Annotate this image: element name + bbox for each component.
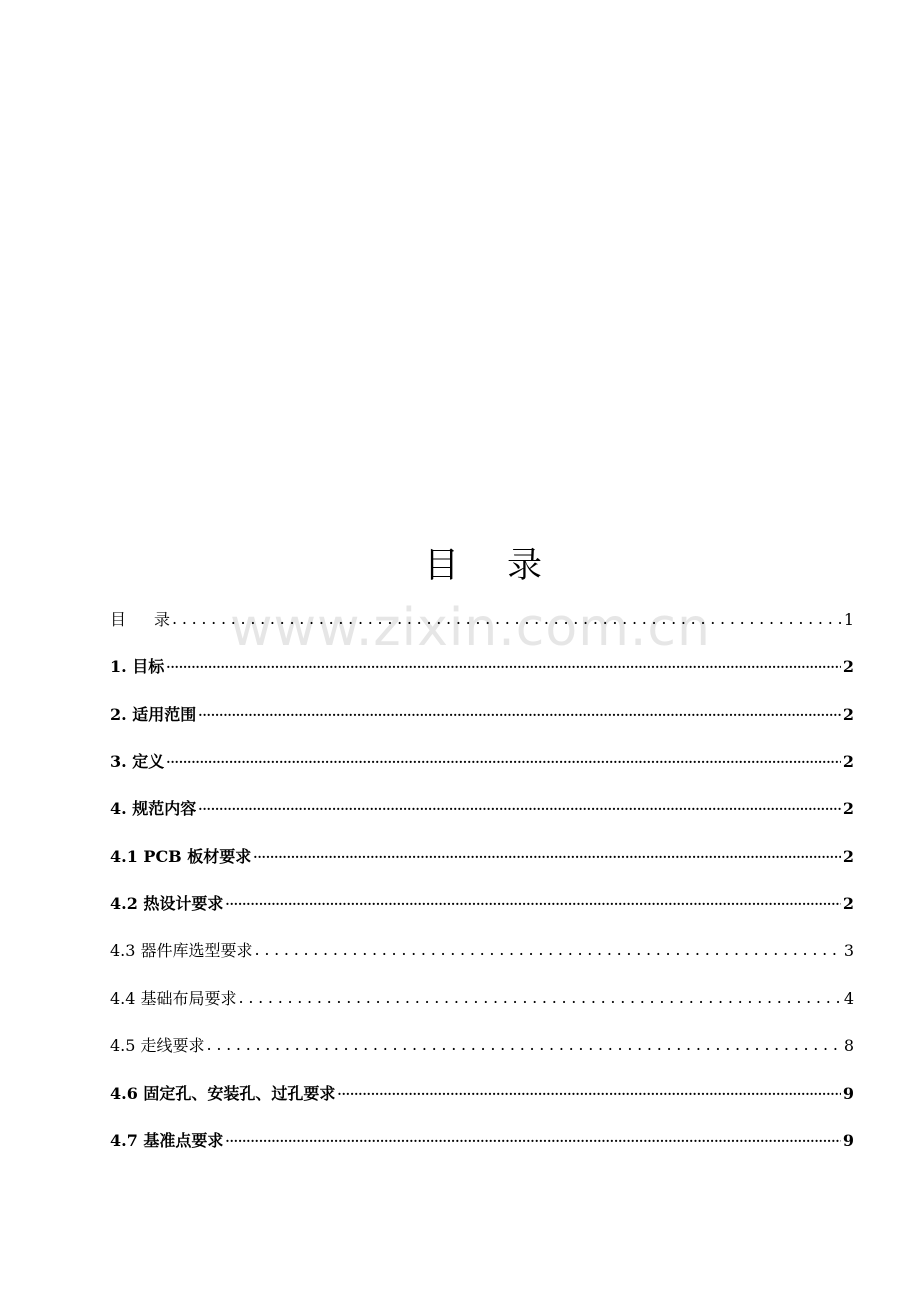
dot-leader (198, 705, 841, 725)
toc-entry-4-4[interactable] (110, 983, 854, 1009)
toc-entry-4-7[interactable] (110, 1125, 854, 1151)
toc-entry-4-5[interactable] (110, 1030, 854, 1056)
dot-leader (166, 752, 841, 772)
dot-leader (207, 1036, 842, 1056)
toc-page-number: 3 (843, 941, 854, 960)
title-char-1: 目 (423, 546, 459, 586)
dot-leader (166, 657, 841, 677)
toc-entry-label-2: 录 (154, 610, 171, 629)
dot-leader (337, 1084, 840, 1104)
toc-page-number: 2 (842, 752, 854, 771)
toc-entry-label: 4.6 固定孔、安装孔、过孔要求 (110, 1084, 336, 1103)
dot-leader (172, 610, 842, 630)
toc-page-number: 8 (843, 1036, 854, 1055)
toc-entry-4-6[interactable] (110, 1078, 854, 1104)
toc-entry-4-1[interactable] (110, 841, 854, 867)
toc-entry-4-2[interactable] (110, 888, 854, 914)
toc-entry-label: 2. 适用范围 (110, 705, 197, 724)
toc-entry-label: 4.7 基准点要求 (110, 1131, 224, 1150)
toc-entry-1[interactable] (110, 651, 854, 677)
toc-entry-label: 1. 目标 (110, 657, 165, 676)
page-title (0, 538, 920, 588)
dot-leader (253, 847, 841, 867)
toc-page-number: 4 (843, 989, 854, 1008)
toc-page-number: 1 (843, 610, 854, 629)
toc-entry-label: 4.1 PCB 板材要求 (110, 847, 252, 866)
toc-entry-label: 4.5 走线要求 (110, 1036, 205, 1055)
dot-leader (198, 799, 841, 819)
dot-leader (225, 894, 840, 914)
toc-entry-3[interactable] (110, 746, 854, 772)
toc-page-number: 2 (842, 657, 854, 676)
toc-entry-label: 目 (110, 610, 127, 629)
toc-entry-label: 4.2 热设计要求 (110, 894, 224, 913)
dot-leader (225, 1131, 840, 1151)
toc-page-number: 2 (842, 705, 854, 724)
toc-entry-contents[interactable] (110, 604, 854, 630)
dot-leader (255, 941, 842, 961)
toc-page-number: 2 (842, 894, 854, 913)
toc-entry-2[interactable] (110, 699, 854, 725)
watermark: www.zixin.com.cn (230, 598, 711, 658)
toc-page-number: 9 (842, 1131, 854, 1150)
toc-page-number: 2 (842, 799, 854, 818)
toc-entry-label: 4.3 器件库选型要求 (110, 941, 253, 960)
toc-page-number: 9 (842, 1084, 854, 1103)
toc-entry-4[interactable] (110, 793, 854, 819)
toc-entry-label: 4.4 基础布局要求 (110, 989, 237, 1008)
toc-entry-label: 4. 规范内容 (110, 799, 197, 818)
toc-entry-label: 3. 定义 (110, 752, 165, 771)
dot-leader (239, 989, 842, 1009)
toc-entry-4-3[interactable] (110, 935, 854, 961)
title-char-2: 录 (507, 546, 543, 586)
toc-page-number: 2 (842, 847, 854, 866)
